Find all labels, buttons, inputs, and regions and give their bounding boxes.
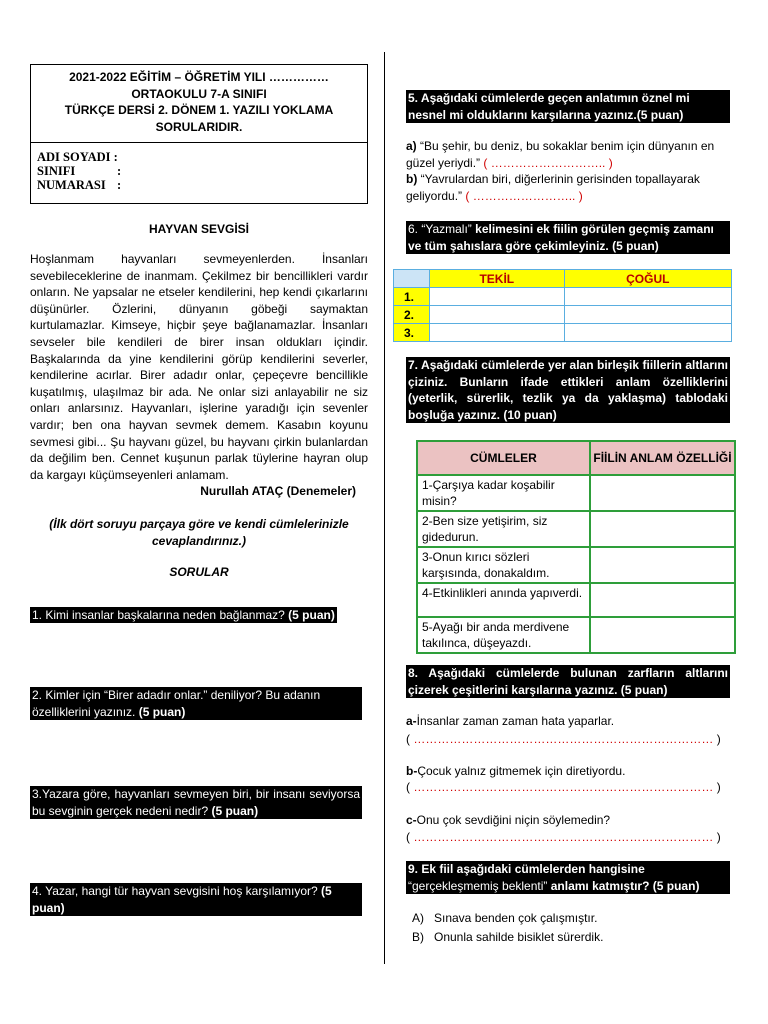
question-8-a-text: İnsanlar zaman zaman hata yaparlar. [416,714,615,728]
questions-title: SORULAR [169,565,229,580]
conjugation-header-plural: ÇOĞUL [564,270,731,288]
conjugation-cell[interactable] [564,288,731,306]
question-8-c [406,812,732,829]
conjugation-header-singular: TEKİL [430,270,565,288]
question-8-b-label: b- [406,764,418,778]
blank-open-paren: ( [406,830,410,844]
option-label: A) [412,911,424,925]
question-8-b-blank[interactable] [406,779,732,796]
question-1 [30,607,362,623]
left-column [30,64,368,915]
compound-verb-answer-cell[interactable] [590,511,735,547]
conjugation-row-label: 2. [394,306,430,324]
story-text: Hoşlanmam hayvanları sevmeyenlerden. İnsanları sevebileceklerine de inanmam. Çekilmez bir bencillikleri vardır onların. Ne yapsalar ne etseler kendilerini, hep kendi çıkarlarını düşünürler. Özlerini, dünyanın göbeği saymaktan kurtulamazlar. Kimseye, hiçbir şeye bağlanamazlar. İnsanları sevseler bile kendileri de birer insan oldukları içindir. Başkalarında da yine kendilerini görüp kendilerini severler, kendilerine acırlar. Birer adadır onlar, çepeçevre bencillikle kuşatılmış, ulaşılmaz bir ada. Ne onlar sizi anlayabilir ne siz onları anlarsınız. Hayvanları, işlerine yaradığı için sevenler vardır; ben ona hayvan sevmek demem. Kasabın koyunu sevmesi gibi... Şu hayvanı güzel, bu hayvanı çirkin bulanlardan da değilim ben. Cennet kuşunun parlak tüylerine hayran olup da kargayı küçümseyenleri anlamam. [30,252,368,482]
exam-title-line2: ORTAOKULU 7-A SINIFI [131,86,267,101]
student-info-block [31,143,367,203]
question-8-a-label: a- [406,714,417,728]
exam-title-line4: SORULARIDIR. [155,119,243,134]
instruction-text: (İlk dört soruyu parçaya göre ve kendi cümlelerinizle cevaplandırınız.) [49,517,349,548]
blank-dots: ………………………………………………………………… [413,830,714,844]
blank-dots: ………………………………………………………………… [413,732,714,746]
question-5-a-text: “Bu şehir, bu deniz, bu sokaklar benim için dünyanın en güzel yeriydi.” [406,139,715,170]
question-6-prompt-bold: kelimesini ek fiilin görülen geçmiş zamanı ve tüm şahıslara göre çekimleyiniz. (5 puan) [408,222,714,253]
question-8-c-blank[interactable] [406,829,732,846]
class-colon: : [117,164,122,178]
question-8-b [406,763,732,780]
name-label: ADI SOYADI : [37,150,118,164]
blank-close-paren: ) [716,732,721,746]
question-1-points: (5 puan) [288,608,335,622]
question-8-a [406,713,732,730]
conjugation-cell[interactable] [564,324,731,342]
question-2 [30,687,362,720]
compound-verb-header-sentences: CÜMLELER [417,441,590,475]
question-5-b-text: “Yavrulardan biri, diğerlerinin gerisinden topallayarak geliyordu.” [406,172,700,203]
question-5-a [406,138,732,171]
question-4-points: (5 puan) [32,884,332,915]
question-5-b [406,171,732,204]
question-9-prompt [406,861,730,894]
option-label: B) [412,930,424,944]
conjugation-row-label: 1. [394,288,430,306]
question-1-text: 1. Kimi insanlar başkalarına neden bağlanmaz? [32,608,285,622]
compound-verb-answer-cell[interactable] [590,547,735,583]
question-8-c-label: c- [406,813,417,827]
class-label: SINIFI [37,164,76,178]
exam-title-line1: 2021-2022 EĞİTİM – ÖĞRETİM YILI …………… [69,70,329,84]
question-6-prompt-plain: 6. “Yazmalı” [408,222,472,236]
option-text: Onunla sahilde bisiklet sürerdik. [434,930,604,944]
question-5-prompt: 5. Aşağıdaki cümlelerde geçen anlatımın öznel mi nesnel mi olduklarını karşılarına yazınız.(5 puan) [406,90,730,123]
question-6-prompt [406,221,730,254]
compound-verb-answer-cell[interactable] [590,475,735,511]
question-9-option-a[interactable] [412,910,597,926]
story-title: HAYVAN SEVGİSİ [148,222,250,236]
compound-verb-answer-cell[interactable] [590,583,735,617]
column-divider [384,52,385,964]
conjugation-cell[interactable] [430,288,565,306]
question-2-text: 2. Kimler için “Birer adadır onlar.” deniliyor? Bu adanın özelliklerini yazınız. [32,688,321,719]
compound-verb-header-meaning: FİİLİN ANLAM ÖZELLİĞİ [590,441,735,475]
question-9-prompt-plain: “gerçekleşmemiş beklenti” [408,878,548,893]
question-3 [30,786,362,819]
exam-title-block [31,65,367,143]
conjugation-table [393,269,732,342]
question-5-b-label: b) [406,172,418,186]
question-8-b-text: Çocuk yalnız gitmemek için diretiyordu. [417,764,626,778]
question-5-a-blank[interactable]: ( ……………………….. ) [483,155,613,170]
question-9-option-b[interactable] [412,929,603,945]
compound-verb-answer-cell[interactable] [590,617,735,653]
story-author: Nurullah ATAÇ (Denemeler) [200,484,356,499]
question-9-prompt-b: anlamı katmıştır? (5 puan) [550,878,700,893]
question-8-prompt: 8. Aşağıdaki cümlelerde bulunan zarfların altlarını çizerek çeşitlerini karşılarına yazınız. (5 puan) [408,666,728,697]
compound-verb-sentence: 5-Ayağı bir anda merdivene takılınca, düşeyazdı. [417,617,590,653]
question-2-points: (5 puan) [138,704,186,719]
question-4-text: 4. Yazar, hangi tür hayvan sevgisini hoş karşılamıyor? [32,884,318,898]
question-7-prompt: 7. Aşağıdaki cümlelerde yer alan birleşik fiillerin altlarını çiziniz. Bunların ifade ettikleri anlam özelliklerini (yeterlik, sürerlik, tezlik ya da yaklaşma) tablodaki boşluğa yazınız. (10 puan) [408,358,728,422]
conjugation-cell[interactable] [430,324,565,342]
conjugation-cell[interactable] [430,306,565,324]
number-colon: : [117,178,122,192]
blank-open-paren: ( [406,780,410,794]
compound-verb-table [416,440,736,654]
compound-verb-sentence: 3-Onun kırıcı sözleri karşısında, donakaldım. [417,547,590,583]
blank-dots: ………………………………………………………………… [413,780,714,794]
question-5-b-blank[interactable]: ( …………………….. ) [465,188,583,203]
blank-close-paren: ) [716,830,721,844]
conjugation-table-corner [394,270,430,288]
question-3-text: 3.Yazara göre, hayvanları sevmeyen biri, bir insanı seviyorsa bu sevginin gerçek nedeni nedir? [32,787,360,818]
question-8-a-blank[interactable] [406,731,732,748]
compound-verb-sentence: 1-Çarşıya kadar koşabilir misin? [417,475,590,511]
blank-close-paren: ) [716,780,721,794]
question-9-prompt-a: 9. Ek fiil aşağıdaki cümlelerden hangisine [408,862,645,876]
exam-header [30,64,368,204]
compound-verb-sentence: 2-Ben size yetişirim, siz gidedurun. [417,511,590,547]
question-4 [30,883,362,916]
conjugation-cell[interactable] [564,306,731,324]
compound-verb-sentence: 4-Etkinlikleri anında yapıverdi. [417,583,590,617]
conjugation-row-label: 3. [394,324,430,342]
question-3-points: (5 puan) [211,803,259,818]
question-8-c-text: Onu çok sevdiğini niçin söylemedin? [416,813,611,827]
blank-open-paren: ( [406,732,410,746]
exam-title-line3: TÜRKÇE DERSİ 2. DÖNEM 1. YAZILI YOKLAMA [64,103,334,117]
option-text: Sınava benden çok çalışmıştır. [434,911,598,925]
number-label: NUMARASI [37,178,106,192]
question-5-a-label: a) [406,139,417,153]
